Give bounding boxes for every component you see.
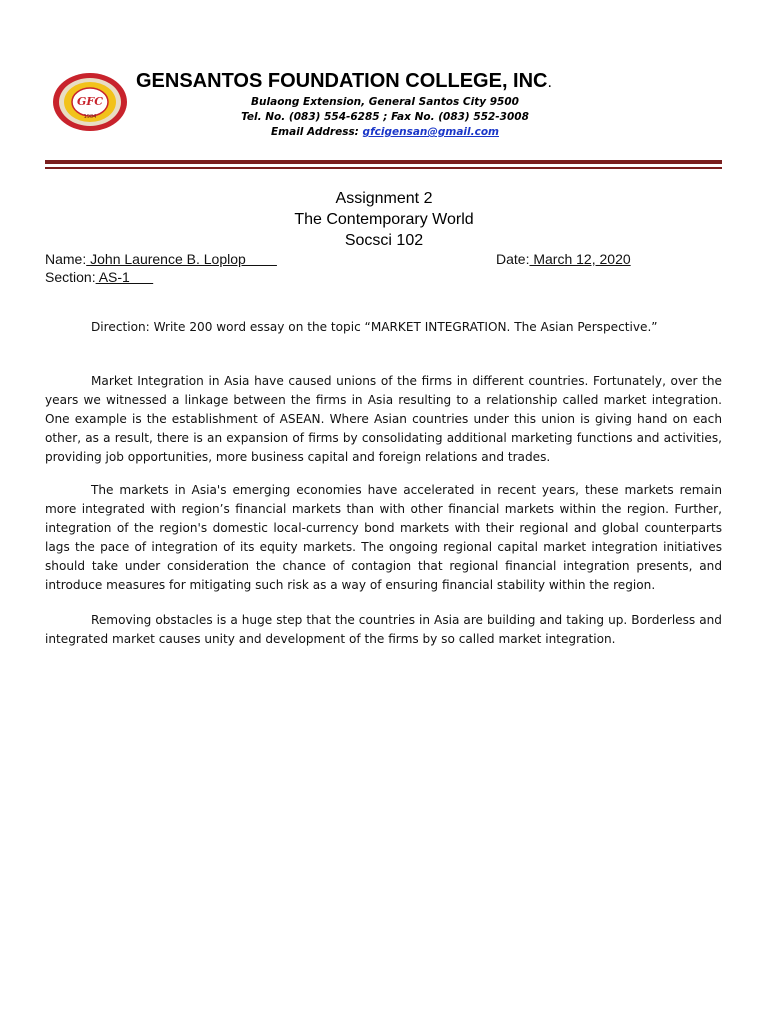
college-seal-logo [52,72,128,132]
date-value: March 12, 2020 [529,251,631,267]
direction-line [91,320,658,334]
essay-paragraph-1: Market Integration in Asia have caused unions of the firms in different countries. Fortunately, over the years we witnessed a linkage between the firms in Asia resulting to a relationship called market integration. One example is the establishment of ASEAN. Where Asian countries under this union is giving hand on each other, as a result, there is an expansion of firms by consolidating additional marketing functions and activities, providing job opportunities, more business capital and foreign relations and trades. [45,374,722,464]
course-code: Socsci 102 [344,232,424,249]
date-label: Date: [496,251,530,267]
direction-text: Write 200 word essay on the topic “MARKET INTEGRATION. The Asian Perspective.” [149,320,658,334]
email-link[interactable]: gfcigensan@gmail.com [362,126,499,138]
assignment-title: Assignment 2 [335,190,433,207]
college-phone-fax: Tel. No. (083) 554-6285 ; Fax No. (083) 552-3008 [241,111,529,123]
date-field [496,251,631,267]
course-title: The Contemporary World [294,211,474,228]
essay-paragraph-3: Removing obstacles is a huge step that the countries in Asia are building and taking up. Borderless and integrated market causes unity and development of the firms by so called market integration. [45,613,722,646]
header-divider-thin [45,167,722,169]
college-contact-block [200,95,570,140]
name-label: Name: [45,251,87,267]
logo-monogram: GFC [77,95,103,108]
college-email-row: Email Address: gfcigensan@gmail.com [271,126,499,138]
college-name: GENSANTOS FOUNDATION COLLEGE, INC. [136,70,552,92]
direction-label: Direction: [91,320,150,334]
section-label: Section: [45,269,96,285]
document-titles [0,188,768,251]
section-value: AS-1 [95,269,154,285]
essay-paragraph-2: The markets in Asia's emerging economies have accelerated in recent years, these markets remain more integrated with region’s financial markets than with other financial markets within the region. Further, integration of the region's domestic local-currency bond markets with their regional and global counterparts lags the pace of integration of its equity markets. The ongoing regional capital market integration initiatives should take under consideration the chance of contagion that regional financial integration presents, and introduce measures for mitigating such risk as a way of ensuring financial stability within the region. [45,483,722,592]
section-row [45,269,722,285]
name-date-row [45,251,722,267]
header-divider-thick [45,160,722,164]
name-value: John Laurence B. Loplop [86,251,277,267]
college-address: Bulaong Extension, General Santos City 9500 [251,96,519,108]
logo-year: 1984 [83,114,97,120]
